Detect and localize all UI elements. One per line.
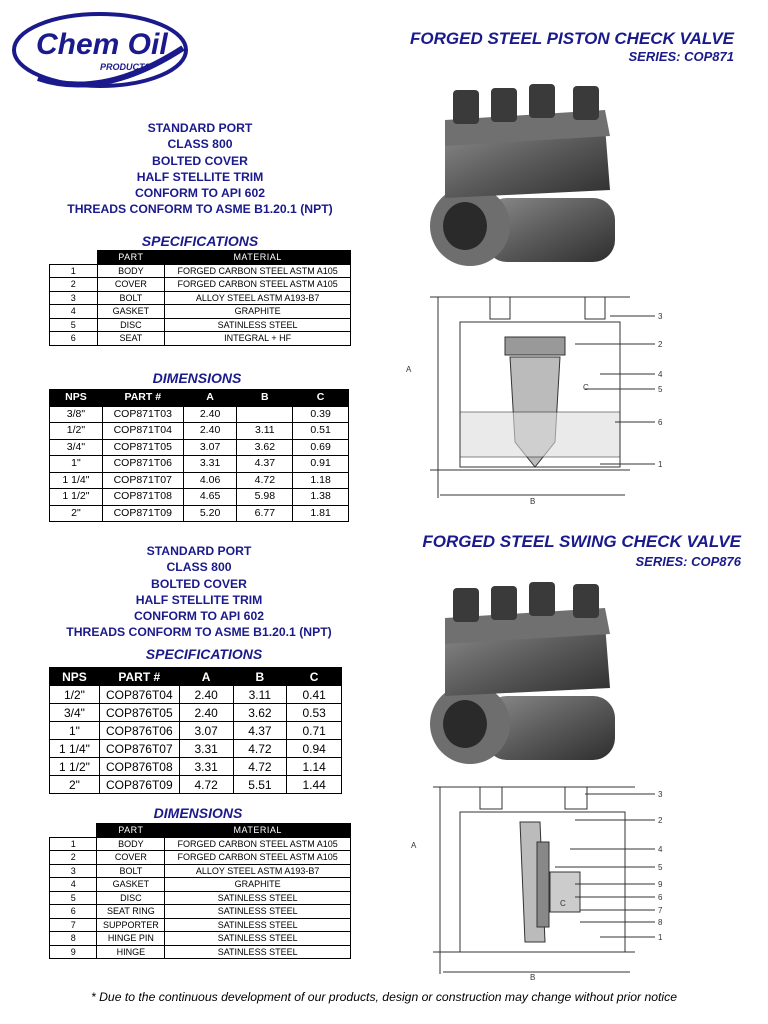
- table-cell: COP876T05: [99, 704, 179, 722]
- table-row: [50, 776, 342, 794]
- dim-header: PART: [97, 824, 165, 838]
- table-cell: 6: [50, 332, 98, 346]
- feature-line: HALF STELLITE TRIM: [135, 592, 263, 607]
- table-cell: 0.71: [287, 722, 342, 740]
- drawing-label-1: 1: [658, 460, 663, 469]
- table-cell: COVER: [97, 278, 165, 292]
- table-cell: 1 1/4": [50, 472, 103, 489]
- table-cell: 1.14: [287, 758, 342, 776]
- table-cell: 9: [50, 945, 97, 959]
- drawing-label-5: 5: [658, 385, 663, 394]
- table-cell: COVER: [97, 851, 165, 865]
- table-cell: ALLOY STEEL ASTM A193-B7: [165, 864, 351, 878]
- table-cell: 3/4": [50, 439, 103, 456]
- table-cell: SUPPORTER: [97, 918, 165, 932]
- table-cell: 0.41: [287, 686, 342, 704]
- drawing-label-7: 7: [658, 906, 663, 915]
- table-cell: 0.39: [293, 406, 349, 423]
- dim-header: A: [183, 390, 237, 407]
- table-cell: COP871T07: [102, 472, 183, 489]
- table-cell: 0.53: [287, 704, 342, 722]
- table-row: [50, 905, 351, 919]
- table-cell: 3.31: [179, 740, 233, 758]
- table-cell: SEAT RING: [97, 905, 165, 919]
- table-cell: 5.20: [183, 505, 237, 522]
- table-row: [50, 439, 349, 456]
- table-cell: COP871T08: [102, 489, 183, 506]
- table-cell: BOLT: [97, 864, 165, 878]
- drawing-label-3: 3: [658, 790, 663, 799]
- table-cell: 6: [50, 905, 97, 919]
- table-cell: 3.07: [179, 722, 233, 740]
- table-cell: INTEGRAL + HF: [165, 332, 351, 346]
- table-cell: 2.40: [183, 406, 237, 423]
- table-cell: 2.40: [179, 704, 233, 722]
- valve1-spec-title: SPECIFICATIONS: [141, 233, 259, 249]
- table-cell: COP876T08: [99, 758, 179, 776]
- table-row: [50, 945, 351, 959]
- table-row: [50, 932, 351, 946]
- valve2-dim-table: [49, 823, 351, 959]
- spec-header: PART: [97, 251, 165, 265]
- table-cell: 5.98: [237, 489, 293, 506]
- table-row: [50, 456, 349, 473]
- logo-sub: PRODUCTS: [100, 62, 151, 72]
- table-cell: FORGED CARBON STEEL ASTM A105: [165, 278, 351, 292]
- table-cell: HINGE: [97, 945, 165, 959]
- valve1-dim-table: [49, 389, 349, 522]
- table-row: [50, 332, 351, 346]
- spec-header: NPS: [50, 668, 100, 686]
- feature-line: CONFORM TO API 602: [134, 186, 266, 201]
- footnote: * Due to the continuous development of our products, design or construction may change without prior notice: [90, 990, 678, 1004]
- feature-line: STANDARD PORT: [146, 544, 252, 558]
- table-cell: 3/8": [50, 406, 103, 423]
- valve1-dim-title: DIMENSIONS: [152, 370, 242, 386]
- table-cell: 4.72: [233, 758, 287, 776]
- table-cell: COP871T06: [102, 456, 183, 473]
- feature-line: CLASS 800: [166, 560, 232, 575]
- table-row: [50, 264, 351, 278]
- dim-header: NPS: [50, 390, 103, 407]
- feature-line: BOLTED COVER: [151, 576, 247, 591]
- valve2-spec-body: [50, 686, 342, 794]
- logo-name: Chem Oil: [36, 28, 168, 61]
- drawing-label-8: 8: [658, 918, 663, 927]
- table-cell: 5.51: [233, 776, 287, 794]
- table-cell: GRAPHITE: [165, 878, 351, 892]
- table-cell: 1.18: [293, 472, 349, 489]
- drawing-label-9: 9: [658, 880, 663, 889]
- table-row: [50, 837, 351, 851]
- spec-header: [50, 251, 98, 265]
- drawing-label-2: 2: [658, 816, 663, 825]
- table-cell: 8: [50, 932, 97, 946]
- valve2-features: [49, 543, 349, 641]
- table-cell: 3.31: [183, 456, 237, 473]
- drawing-label-4: 4: [658, 370, 663, 379]
- table-cell: 4: [50, 878, 97, 892]
- drawing-label-2: 2: [658, 340, 663, 349]
- valve1-spec-body: [50, 264, 351, 345]
- table-cell: 0.51: [293, 423, 349, 440]
- table-row: [50, 704, 342, 722]
- valve1-drawing: [400, 292, 670, 512]
- dim-header: [50, 824, 97, 838]
- table-cell: DISC: [97, 891, 165, 905]
- valve2-spec-title: SPECIFICATIONS: [145, 646, 263, 662]
- table-cell: FORGED CARBON STEEL ASTM A105: [165, 264, 351, 278]
- valve2-title: FORGED STEEL SWING CHECK VALVE: [422, 532, 741, 551]
- table-cell: 1: [50, 837, 97, 851]
- table-cell: COP876T07: [99, 740, 179, 758]
- table-row: [50, 489, 349, 506]
- drawing-label-3: 3: [658, 312, 663, 321]
- table-row: [50, 864, 351, 878]
- drawing-label-5: 5: [658, 863, 663, 872]
- valve1-spec-table: [49, 250, 351, 346]
- feature-line: THREADS CONFORM TO ASME B1.20.1 (NPT): [67, 202, 333, 217]
- table-row: [50, 918, 351, 932]
- drawing-label-c: C: [583, 383, 589, 392]
- table-cell: COP876T06: [99, 722, 179, 740]
- table-cell: 5: [50, 318, 98, 332]
- table-cell: 2.40: [183, 423, 237, 440]
- table-cell: 1.44: [287, 776, 342, 794]
- feature-line: HALF STELLITE TRIM: [136, 169, 264, 184]
- table-cell: 1 1/2": [50, 489, 103, 506]
- drawing-label-6: 6: [658, 418, 663, 427]
- valve1-features: [50, 120, 350, 218]
- table-cell: 1.81: [293, 505, 349, 522]
- table-cell: 3.31: [179, 758, 233, 776]
- table-cell: 3.62: [233, 704, 287, 722]
- table-row: [50, 686, 342, 704]
- table-row: [50, 722, 342, 740]
- table-cell: 4.37: [237, 456, 293, 473]
- drawing-label-c: C: [560, 899, 566, 908]
- table-cell: SATINLESS STEEL: [165, 918, 351, 932]
- table-cell: 0.69: [293, 439, 349, 456]
- table-cell: GASKET: [97, 878, 165, 892]
- table-cell: 4.72: [237, 472, 293, 489]
- feature-line: CLASS 800: [167, 137, 233, 152]
- table-cell: GRAPHITE: [165, 305, 351, 319]
- valve2-dim-body: [50, 837, 351, 959]
- spec-header: MATERIAL: [165, 251, 351, 265]
- spec-header: B: [233, 668, 287, 686]
- table-cell: BOLT: [97, 291, 165, 305]
- table-cell: 6.77: [237, 505, 293, 522]
- table-cell: SEAT: [97, 332, 165, 346]
- valve1-title: FORGED STEEL PISTON CHECK VALVE: [410, 29, 734, 48]
- table-cell: BODY: [97, 837, 165, 851]
- table-cell: 0.94: [287, 740, 342, 758]
- table-cell: FORGED CARBON STEEL ASTM A105: [165, 851, 351, 865]
- table-cell: 1.38: [293, 489, 349, 506]
- table-cell: 2.40: [179, 686, 233, 704]
- table-cell: 2: [50, 278, 98, 292]
- table-cell: COP876T04: [99, 686, 179, 704]
- table-cell: SATINLESS STEEL: [165, 891, 351, 905]
- table-row: [50, 740, 342, 758]
- valve2-photo: [425, 578, 625, 768]
- valve2-dim-title: DIMENSIONS: [153, 805, 243, 821]
- table-cell: 0.91: [293, 456, 349, 473]
- table-cell: 1: [50, 264, 98, 278]
- drawing-label-1: 1: [658, 933, 663, 942]
- drawing-label-b: B: [530, 497, 536, 506]
- company-logo: [8, 8, 188, 90]
- table-cell: 3.07: [183, 439, 237, 456]
- table-cell: SATINLESS STEEL: [165, 905, 351, 919]
- table-cell: 4.72: [233, 740, 287, 758]
- table-cell: SATINLESS STEEL: [165, 318, 351, 332]
- table-cell: 3.62: [237, 439, 293, 456]
- table-row: [50, 406, 349, 423]
- feature-line: THREADS CONFORM TO ASME B1.20.1 (NPT): [66, 625, 332, 640]
- table-cell: 2": [50, 505, 103, 522]
- table-cell: 3: [50, 864, 97, 878]
- table-row: [50, 505, 349, 522]
- dim-header: MATERIAL: [165, 824, 351, 838]
- dim-header: B: [237, 390, 293, 407]
- table-cell: 4.65: [183, 489, 237, 506]
- table-cell: 1 1/2": [50, 758, 100, 776]
- table-cell: HINGE PIN: [97, 932, 165, 946]
- table-cell: 4: [50, 305, 98, 319]
- table-cell: 1": [50, 456, 103, 473]
- table-cell: [237, 406, 293, 423]
- table-cell: 3.11: [237, 423, 293, 440]
- valve1-dim-body: [50, 406, 349, 522]
- table-row: [50, 278, 351, 292]
- table-cell: COP871T03: [102, 406, 183, 423]
- feature-line: BOLTED COVER: [152, 153, 248, 168]
- drawing-label-a: A: [411, 841, 417, 850]
- table-cell: 2": [50, 776, 100, 794]
- table-cell: ALLOY STEEL ASTM A193-B7: [165, 291, 351, 305]
- dim-header: PART #: [102, 390, 183, 407]
- valve2-drawing: [405, 782, 685, 982]
- spec-header: A: [179, 668, 233, 686]
- table-cell: 5: [50, 891, 97, 905]
- drawing-label-4: 4: [658, 845, 663, 854]
- spec-header: C: [287, 668, 342, 686]
- table-row: [50, 851, 351, 865]
- table-cell: SATINLESS STEEL: [165, 945, 351, 959]
- feature-line: STANDARD PORT: [147, 121, 253, 135]
- table-row: [50, 423, 349, 440]
- table-cell: 1 1/4": [50, 740, 100, 758]
- dim-header: C: [293, 390, 349, 407]
- table-cell: COP871T05: [102, 439, 183, 456]
- table-cell: COP876T09: [99, 776, 179, 794]
- table-row: [50, 472, 349, 489]
- table-cell: DISC: [97, 318, 165, 332]
- table-cell: 7: [50, 918, 97, 932]
- table-row: [50, 318, 351, 332]
- table-cell: BODY: [97, 264, 165, 278]
- table-cell: 1/2": [50, 423, 103, 440]
- table-cell: 4.37: [233, 722, 287, 740]
- valve2-series: SERIES: COP876: [635, 554, 741, 569]
- table-cell: 2: [50, 851, 97, 865]
- table-row: [50, 878, 351, 892]
- table-cell: SATINLESS STEEL: [165, 932, 351, 946]
- table-cell: GASKET: [97, 305, 165, 319]
- table-cell: 1/2": [50, 686, 100, 704]
- valve2-spec-table: [49, 667, 342, 794]
- table-row: [50, 891, 351, 905]
- table-cell: 4.06: [183, 472, 237, 489]
- table-cell: 3: [50, 291, 98, 305]
- drawing-label-b: B: [530, 973, 536, 982]
- table-cell: FORGED CARBON STEEL ASTM A105: [165, 837, 351, 851]
- table-cell: 3/4": [50, 704, 100, 722]
- drawing-label-a: A: [406, 365, 412, 374]
- table-row: [50, 305, 351, 319]
- table-cell: 1": [50, 722, 100, 740]
- table-cell: 3.11: [233, 686, 287, 704]
- table-cell: 4.72: [179, 776, 233, 794]
- valve1-series: SERIES: COP871: [628, 49, 734, 64]
- valve1-photo: [425, 80, 625, 270]
- drawing-label-6: 6: [658, 893, 663, 902]
- table-row: [50, 758, 342, 776]
- feature-line: CONFORM TO API 602: [133, 609, 265, 624]
- spec-header: PART #: [99, 668, 179, 686]
- table-cell: COP871T04: [102, 423, 183, 440]
- table-row: [50, 291, 351, 305]
- table-cell: COP871T09: [102, 505, 183, 522]
